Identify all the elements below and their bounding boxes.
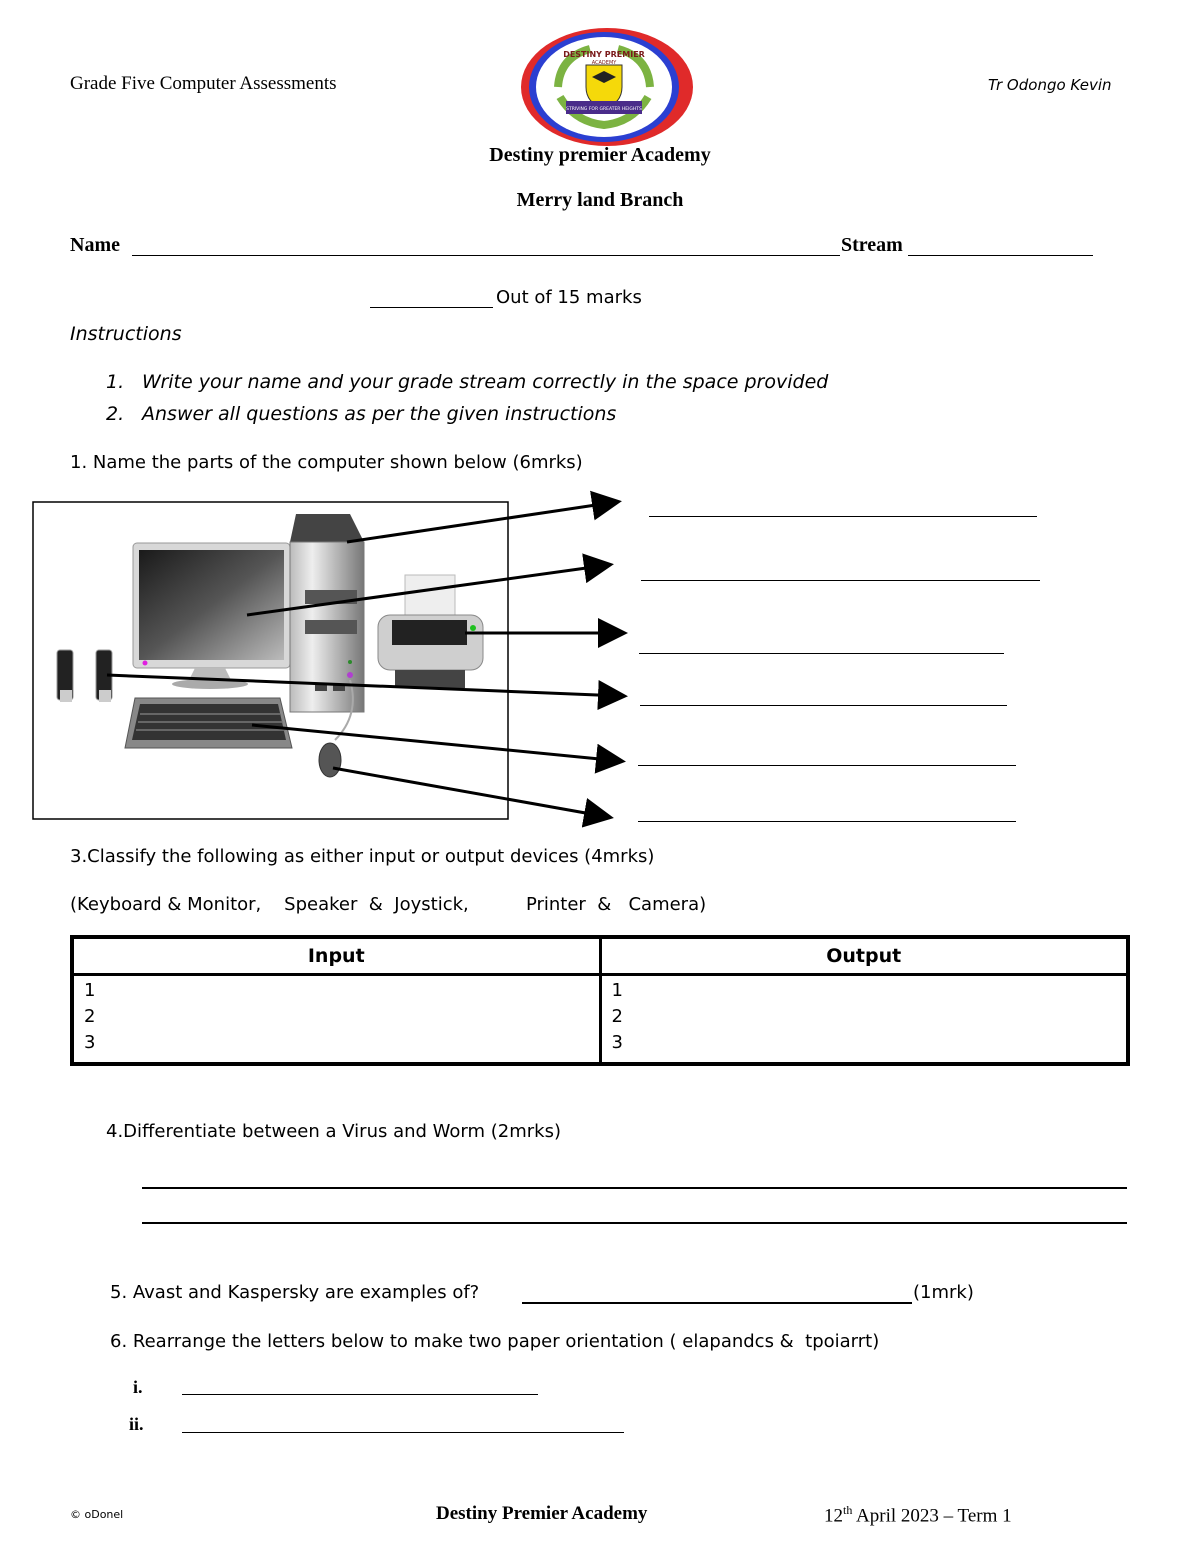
- teacher-name: Tr Odongo Kevin: [988, 76, 1112, 94]
- table-cell[interactable]: 3: [72, 1032, 600, 1064]
- table-row: [72, 975, 1128, 1007]
- name-field[interactable]: [132, 255, 840, 256]
- table-cell[interactable]: 1: [72, 975, 600, 1007]
- footer-date-day: 12: [824, 1505, 843, 1527]
- instruction-num: 2.: [106, 403, 125, 425]
- stream-label: Stream: [841, 234, 903, 256]
- table-cell[interactable]: 2: [72, 1006, 600, 1032]
- logo-top-text: DESTINY PREMIER: [563, 50, 645, 59]
- answer-line[interactable]: [182, 1432, 624, 1433]
- table-header-output: Output: [600, 937, 1128, 975]
- branch-name: Merry land Branch: [516, 189, 684, 211]
- answer-line[interactable]: [142, 1222, 1127, 1224]
- logo-motto: STRIVING FOR GREATER HEIGHTS: [566, 107, 642, 112]
- footer-date: [824, 1503, 1012, 1527]
- instruction-num: 1.: [106, 371, 125, 393]
- question-1: 1. Name the parts of the computer shown below (6mrks): [70, 452, 583, 473]
- answer-line[interactable]: [142, 1187, 1127, 1189]
- answer-line[interactable]: [640, 705, 1007, 706]
- answer-line[interactable]: [649, 516, 1037, 517]
- answer-line[interactable]: [638, 821, 1016, 822]
- footer-copyright: © oDonel: [70, 1508, 124, 1521]
- answer-line[interactable]: [641, 580, 1040, 581]
- table-cell[interactable]: 1: [600, 975, 1128, 1007]
- table-header-input: Input: [72, 937, 600, 975]
- answer-line[interactable]: [639, 653, 1004, 654]
- marks-field[interactable]: [370, 307, 493, 308]
- assessment-title: Grade Five Computer Assessments: [70, 73, 337, 94]
- marks-text: Out of 15 marks: [496, 287, 642, 308]
- school-logo: [520, 27, 694, 147]
- monitor-image: [133, 543, 290, 689]
- table-cell[interactable]: 3: [600, 1032, 1128, 1064]
- question-5-marks: (1mrk): [913, 1282, 974, 1303]
- classification-table: [70, 935, 1130, 1066]
- question-6-item-num: i.: [133, 1377, 143, 1397]
- table-row: [72, 1006, 1128, 1032]
- instruction-item: Write your name and your grade stream correctly in the space provided: [142, 371, 829, 393]
- footer-school-name: Destiny Premier Academy: [436, 1503, 648, 1524]
- question-5: 5. Avast and Kaspersky are examples of?: [110, 1282, 480, 1303]
- question-6: 6. Rearrange the letters below to make two paper orientation ( elapandcs & tpoiarrt): [110, 1331, 880, 1352]
- logo-sub-text: ACADEMY: [591, 60, 617, 66]
- footer-date-suffix: th: [843, 1503, 853, 1517]
- instructions-heading: Instructions: [70, 323, 182, 345]
- footer-date-rest: April 2023 – Term 1: [852, 1505, 1012, 1527]
- stream-field[interactable]: [908, 255, 1093, 256]
- answer-line[interactable]: [182, 1394, 538, 1395]
- answer-line[interactable]: [522, 1302, 912, 1304]
- instruction-item: Answer all questions as per the given instructions: [142, 403, 617, 425]
- question-4: 4.Differentiate between a Virus and Worm (2mrks): [106, 1121, 561, 1142]
- question-3-options: (Keyboard & Monitor, Speaker & Joystick, Printer & Camera): [70, 894, 707, 915]
- question-3: 3.Classify the following as either input or output devices (4mrks): [70, 846, 655, 867]
- answer-line[interactable]: [638, 765, 1016, 766]
- question-6-item-num: ii.: [129, 1414, 144, 1434]
- keyboard-image: [125, 698, 292, 748]
- table-row: [72, 1032, 1128, 1064]
- name-label: Name: [70, 234, 120, 256]
- computer-diagram: [0, 490, 1200, 830]
- table-cell[interactable]: 2: [600, 1006, 1128, 1032]
- school-name: Destiny premier Academy: [489, 144, 711, 166]
